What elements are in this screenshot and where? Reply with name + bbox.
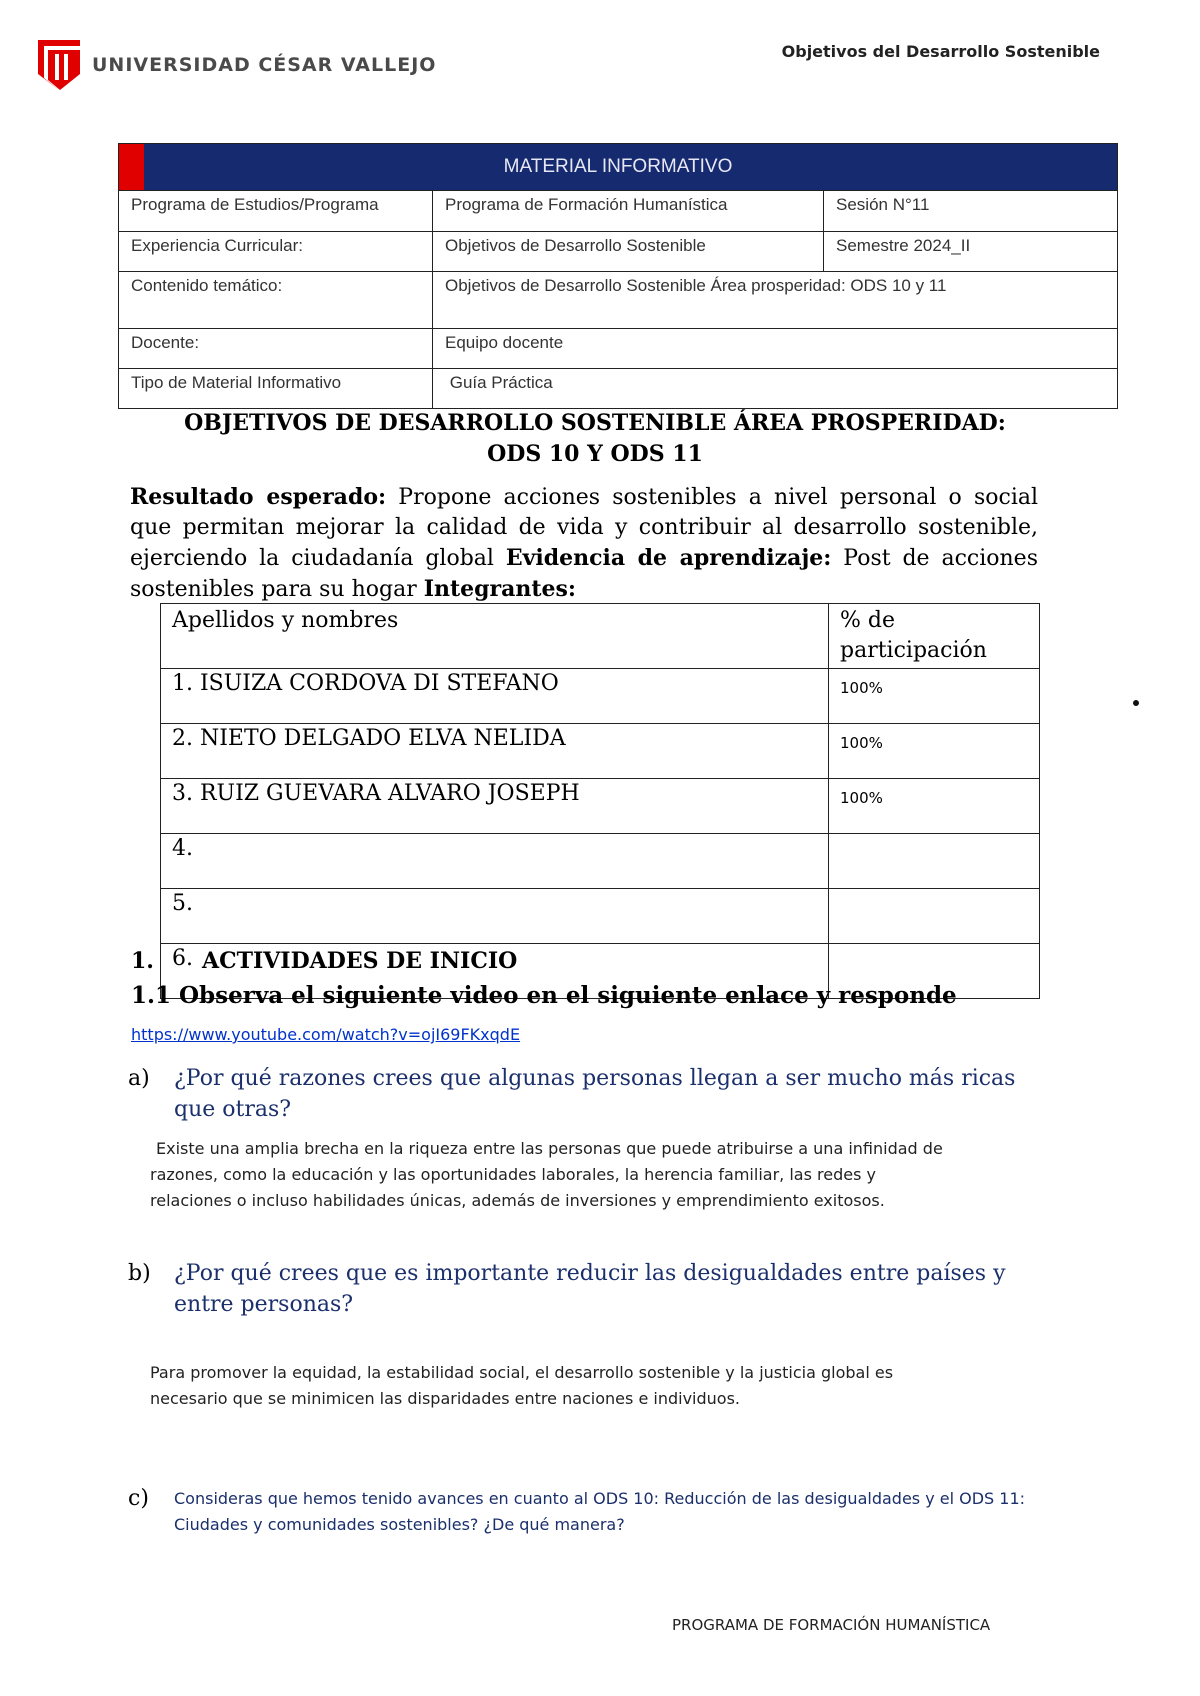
info-extra: Sesión N°11: [824, 191, 1118, 232]
question-b: [128, 1258, 1048, 1320]
question-letter: c): [128, 1486, 149, 1511]
member-pct: 100%: [829, 779, 1040, 834]
info-value: Equipo docente: [433, 329, 1118, 369]
member-name: 2. NIETO DELGADO ELVA NELIDA: [161, 724, 829, 779]
table-row: [161, 724, 1040, 779]
info-label: Tipo de Material Informativo: [119, 369, 433, 409]
member-pct: [829, 834, 1040, 889]
page-footer: PROGRAMA DE FORMACIÓN HUMANÍSTICA: [672, 1616, 991, 1634]
table-row: [161, 889, 1040, 944]
info-label: Contenido temático:: [119, 272, 433, 329]
answer-b: Para promover la equidad, la estabilidad social, el desarrollo sostenible y la justicia global es necesario que se minimicen las disparidades entre naciones e individuos.: [150, 1363, 894, 1408]
question-text: ¿Por qué razones crees que algunas personas llegan a ser mucho más ricas que otras?: [174, 1066, 1016, 1122]
info-label: Programa de Estudios/Programa: [119, 191, 433, 232]
question-text: Consideras que hemos tenido avances en cuanto al ODS 10: Reducción de las desigualdades y el ODS 11: Ciudades y comunidades sostenibles? ¿De qué manera?: [174, 1489, 1026, 1534]
info-value: Guía Práctica: [433, 369, 1118, 409]
main-heading: [130, 408, 1060, 470]
members-header-name: Apellidos y nombres: [161, 604, 829, 669]
info-label: Experiencia Curricular:: [119, 232, 433, 272]
question-letter: b): [128, 1261, 151, 1286]
table-row: [161, 669, 1040, 724]
university-name: UNIVERSIDAD CÉSAR VALLEJO: [92, 54, 437, 76]
activities-heading: [131, 948, 517, 974]
info-value: Programa de Formación Humanística: [433, 191, 824, 232]
main-heading-line2: ODS 10 Y ODS 11: [487, 441, 703, 467]
info-value: Objetivos de Desarrollo Sostenible Área prosperidad: ODS 10 y 11: [433, 272, 1118, 329]
member-name: 3. RUIZ GUEVARA ALVARO JOSEPH: [161, 779, 829, 834]
info-extra: Semestre 2024_II: [824, 232, 1118, 272]
result-text: Propone acciones sostenibles a nivel personal o social que permitan mejorar la calidad de vida y contribuir al desarrollo sostenible, ejerciendo la ciudadanía global: [130, 485, 1039, 571]
info-banner: [119, 144, 1118, 191]
member-pct: 100%: [829, 669, 1040, 724]
banner-title: MATERIAL INFORMATIVO: [503, 156, 733, 177]
members-header-pct: % de participación: [829, 604, 1040, 669]
member-pct: [829, 889, 1040, 944]
question-c: [128, 1486, 1068, 1538]
members-table: [160, 603, 1040, 999]
activities-number: 1.: [131, 948, 154, 974]
info-value: Objetivos de Desarrollo Sostenible: [433, 232, 824, 272]
video-link[interactable]: https://www.youtube.com/watch?v=ojI69FKxqdE: [131, 1025, 521, 1044]
ucv-shield-icon: [36, 38, 82, 92]
member-name: 5.: [161, 889, 829, 944]
banner-red-accent: [119, 144, 144, 190]
header-title: Objetivos del Desarrollo Sostenible: [781, 42, 1100, 61]
member-pct: 100%: [829, 724, 1040, 779]
question-a: [128, 1063, 1048, 1125]
question-letter: a): [128, 1066, 150, 1091]
answer-a: Existe una amplia brecha en la riqueza entre las personas que puede atribuirse a una infinidad de razones, como la educación y las oportunidades laborales, la herencia familiar, las redes y relaciones o incluso habilidades únicas, además de inversiones y emprendimiento exitosos.: [150, 1139, 943, 1210]
member-name: 4.: [161, 834, 829, 889]
evidence-label: Evidencia de aprendizaje:: [505, 545, 832, 571]
table-row: [161, 779, 1040, 834]
question-text: ¿Por qué crees que es importante reducir las desigualdades entre países y entre personas?: [174, 1261, 1006, 1317]
evidence-text: Post de acciones sostenibles para su hogar: [130, 546, 1038, 602]
university-logo: [36, 38, 436, 92]
info-table: [118, 143, 1118, 409]
bullet-dot: [1133, 700, 1139, 706]
activities-title: ACTIVIDADES DE INICIO: [202, 948, 518, 974]
member-name: 1. ISUIZA CORDOVA DI STEFANO: [161, 669, 829, 724]
main-heading-line1: OBJETIVOS DE DESARROLLO SOSTENIBLE ÁREA PROSPERIDAD:: [184, 410, 1006, 436]
result-label: Resultado esperado:: [130, 484, 387, 510]
activities-subheading: 1.1 Observa el siguiente video en el siguiente enlace y responde: [131, 982, 957, 1009]
table-row: [161, 834, 1040, 889]
members-label: Integrantes:: [423, 576, 577, 602]
member-name: 6.: [161, 944, 829, 999]
info-label: Docente:: [119, 329, 433, 369]
expected-result-paragraph: [130, 482, 1038, 605]
